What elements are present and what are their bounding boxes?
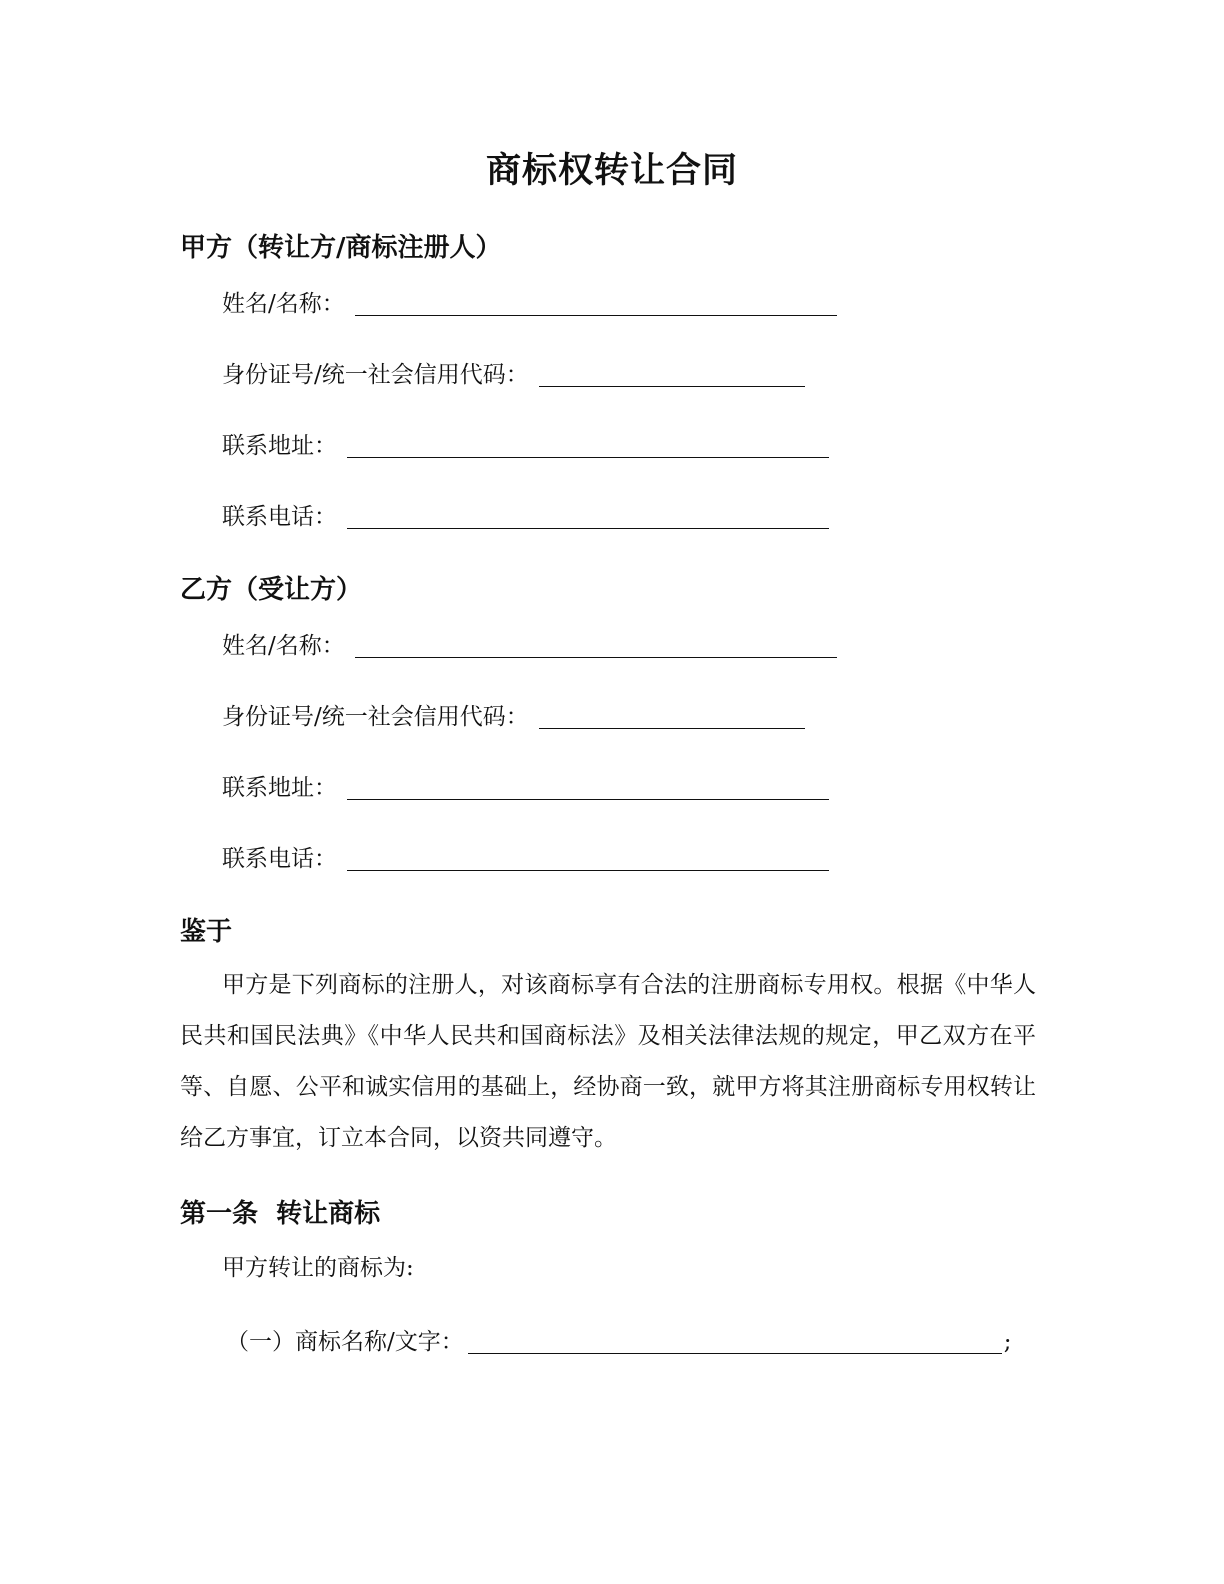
blank-line[interactable] <box>468 1353 1002 1354</box>
field-label: 联系电话： <box>222 846 337 872</box>
blank-line[interactable] <box>539 386 805 387</box>
field-label: （一）商标名称/文字： <box>226 1329 464 1355</box>
blank-line[interactable] <box>347 870 829 871</box>
blank-line[interactable] <box>347 457 829 458</box>
blank-line[interactable] <box>355 657 837 658</box>
party-a-address-field <box>222 426 829 462</box>
recitals-heading: 鉴于 <box>180 917 233 947</box>
blank-line[interactable] <box>539 728 805 729</box>
party-a-phone-field <box>222 497 829 533</box>
blank-line[interactable] <box>347 799 829 800</box>
article-1-intro: 甲方转让的商标为: <box>222 1255 414 1281</box>
party-b-name-field <box>222 626 837 662</box>
party-b-id-field <box>222 697 805 733</box>
document-title: 商标权转让合同 <box>485 151 738 191</box>
field-label: 姓名/名称： <box>222 291 345 317</box>
party-b-address-field <box>222 768 829 804</box>
article-1-heading: 第一条 转让商标 <box>180 1199 381 1229</box>
field-label: 联系电话： <box>222 504 337 530</box>
field-label: 身份证号/统一社会信用代码： <box>222 362 529 388</box>
party-b-phone-field <box>222 839 829 875</box>
party-a-heading: 甲方（转让方/商标注册人） <box>180 233 502 263</box>
blank-line[interactable] <box>347 528 829 529</box>
field-label: 身份证号/统一社会信用代码： <box>222 704 529 730</box>
recitals-paragraph: 甲方是下列商标的注册人，对该商标享有合法的注册商标专用权。根据《中华人民共和国民法典》《中华人民共和国商标法》及相关法律法规的规定，甲乙双方在平等、自愿、公平和诚实信用的基础上，经协商一致，就甲方将其注册商标专用权转让给乙方事宜，订立本合同，以资共同遵守。 <box>180 972 1036 1151</box>
party-a-id-field <box>222 355 805 391</box>
blank-line[interactable] <box>355 315 837 316</box>
field-label: 姓名/名称： <box>222 633 345 659</box>
field-label: 联系地址： <box>222 775 337 801</box>
trademark-name-field <box>226 1322 1012 1358</box>
party-a-name-field <box>222 284 837 320</box>
field-label: 联系地址： <box>222 433 337 459</box>
field-tail-punctuation: ; <box>1003 1329 1012 1355</box>
party-b-heading: 乙方（受让方） <box>180 575 363 605</box>
